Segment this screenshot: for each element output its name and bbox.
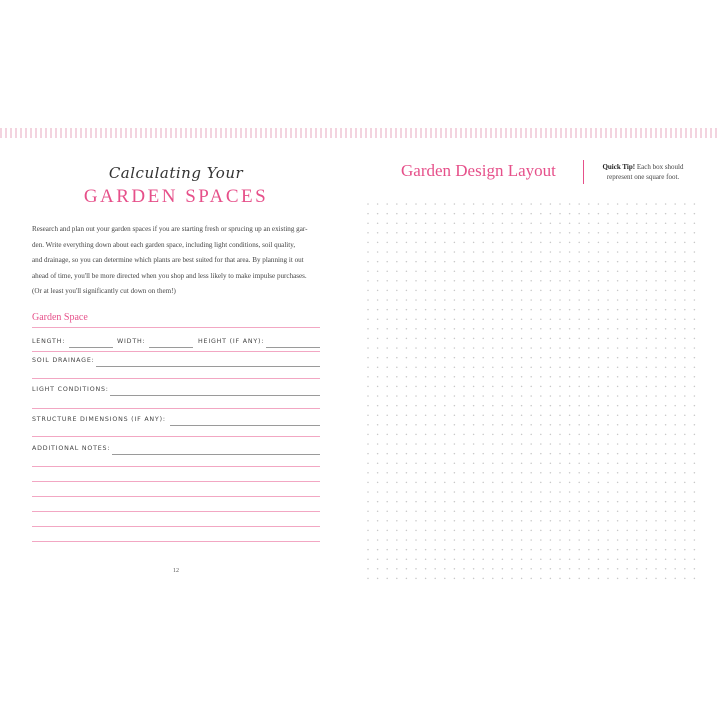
intro-line: Research and plan out your garden spaces if you are starting fresh or sprucing up an existing gar- (32, 225, 308, 233)
notes-line[interactable] (32, 526, 320, 527)
notes-line[interactable] (32, 496, 320, 497)
row-rule (32, 351, 320, 352)
title-divider (583, 160, 584, 184)
page-title-caps: GARDEN SPACES (83, 186, 269, 207)
intro-line: den. Write everything down about each garden space, including light conditions, soil quality, (32, 240, 296, 249)
page-number: 12 (173, 568, 179, 574)
height-label: HEIGHT (IF ANY): (198, 338, 265, 345)
structure-dimensions-row (32, 414, 320, 426)
light-conditions-field[interactable] (110, 395, 320, 396)
notes-line[interactable] (32, 541, 320, 542)
intro-line: ahead of time, you'll be more directed when you shop and less likely to make impulse purchases. (32, 271, 307, 280)
dimensions-row (32, 336, 320, 348)
light-conditions-row (32, 384, 320, 396)
additional-notes-field[interactable] (112, 454, 320, 455)
row-rule (32, 408, 320, 409)
section-rule (32, 327, 320, 328)
tip-text: Each box should (636, 163, 684, 171)
length-label: LENGTH: (32, 338, 66, 345)
width-label: WIDTH: (117, 338, 146, 345)
tip-label: Quick Tip! (602, 163, 636, 171)
light-conditions-label: LIGHT CONDITIONS: (32, 386, 109, 393)
decorative-stripe (0, 128, 720, 138)
structure-dimensions-label: STRUCTURE DIMENSIONS (IF ANY): (32, 416, 166, 423)
notes-line[interactable] (32, 466, 320, 467)
row-rule (32, 378, 320, 379)
dot-grid[interactable] (366, 202, 698, 582)
row-rule (32, 436, 320, 437)
intro-line: (Or at least you'll significantly cut down on them!) (32, 287, 176, 295)
right-page (366, 150, 696, 590)
tip-text: represent one square foot. (606, 173, 680, 181)
layout-title: Garden Design Layout (401, 161, 556, 180)
notes-line[interactable] (32, 511, 320, 512)
quick-tip (592, 162, 694, 182)
width-field[interactable] (149, 347, 193, 348)
page-title-script: Calculating Your (108, 164, 244, 182)
additional-notes-row (32, 443, 320, 455)
soil-drainage-row (32, 355, 320, 367)
intro-paragraph (32, 222, 324, 300)
section-heading: Garden Space (32, 312, 88, 323)
intro-line: and drainage, so you can determine which plants are best suited for that area. By planning it out (32, 256, 304, 264)
height-field[interactable] (266, 347, 320, 348)
additional-notes-label: ADDITIONAL NOTES: (32, 445, 111, 452)
length-field[interactable] (69, 347, 113, 348)
notes-line[interactable] (32, 481, 320, 482)
left-page (28, 150, 324, 590)
structure-dimensions-field[interactable] (170, 425, 320, 426)
soil-drainage-label: SOIL DRAINAGE: (32, 357, 95, 364)
soil-drainage-field[interactable] (96, 366, 320, 367)
